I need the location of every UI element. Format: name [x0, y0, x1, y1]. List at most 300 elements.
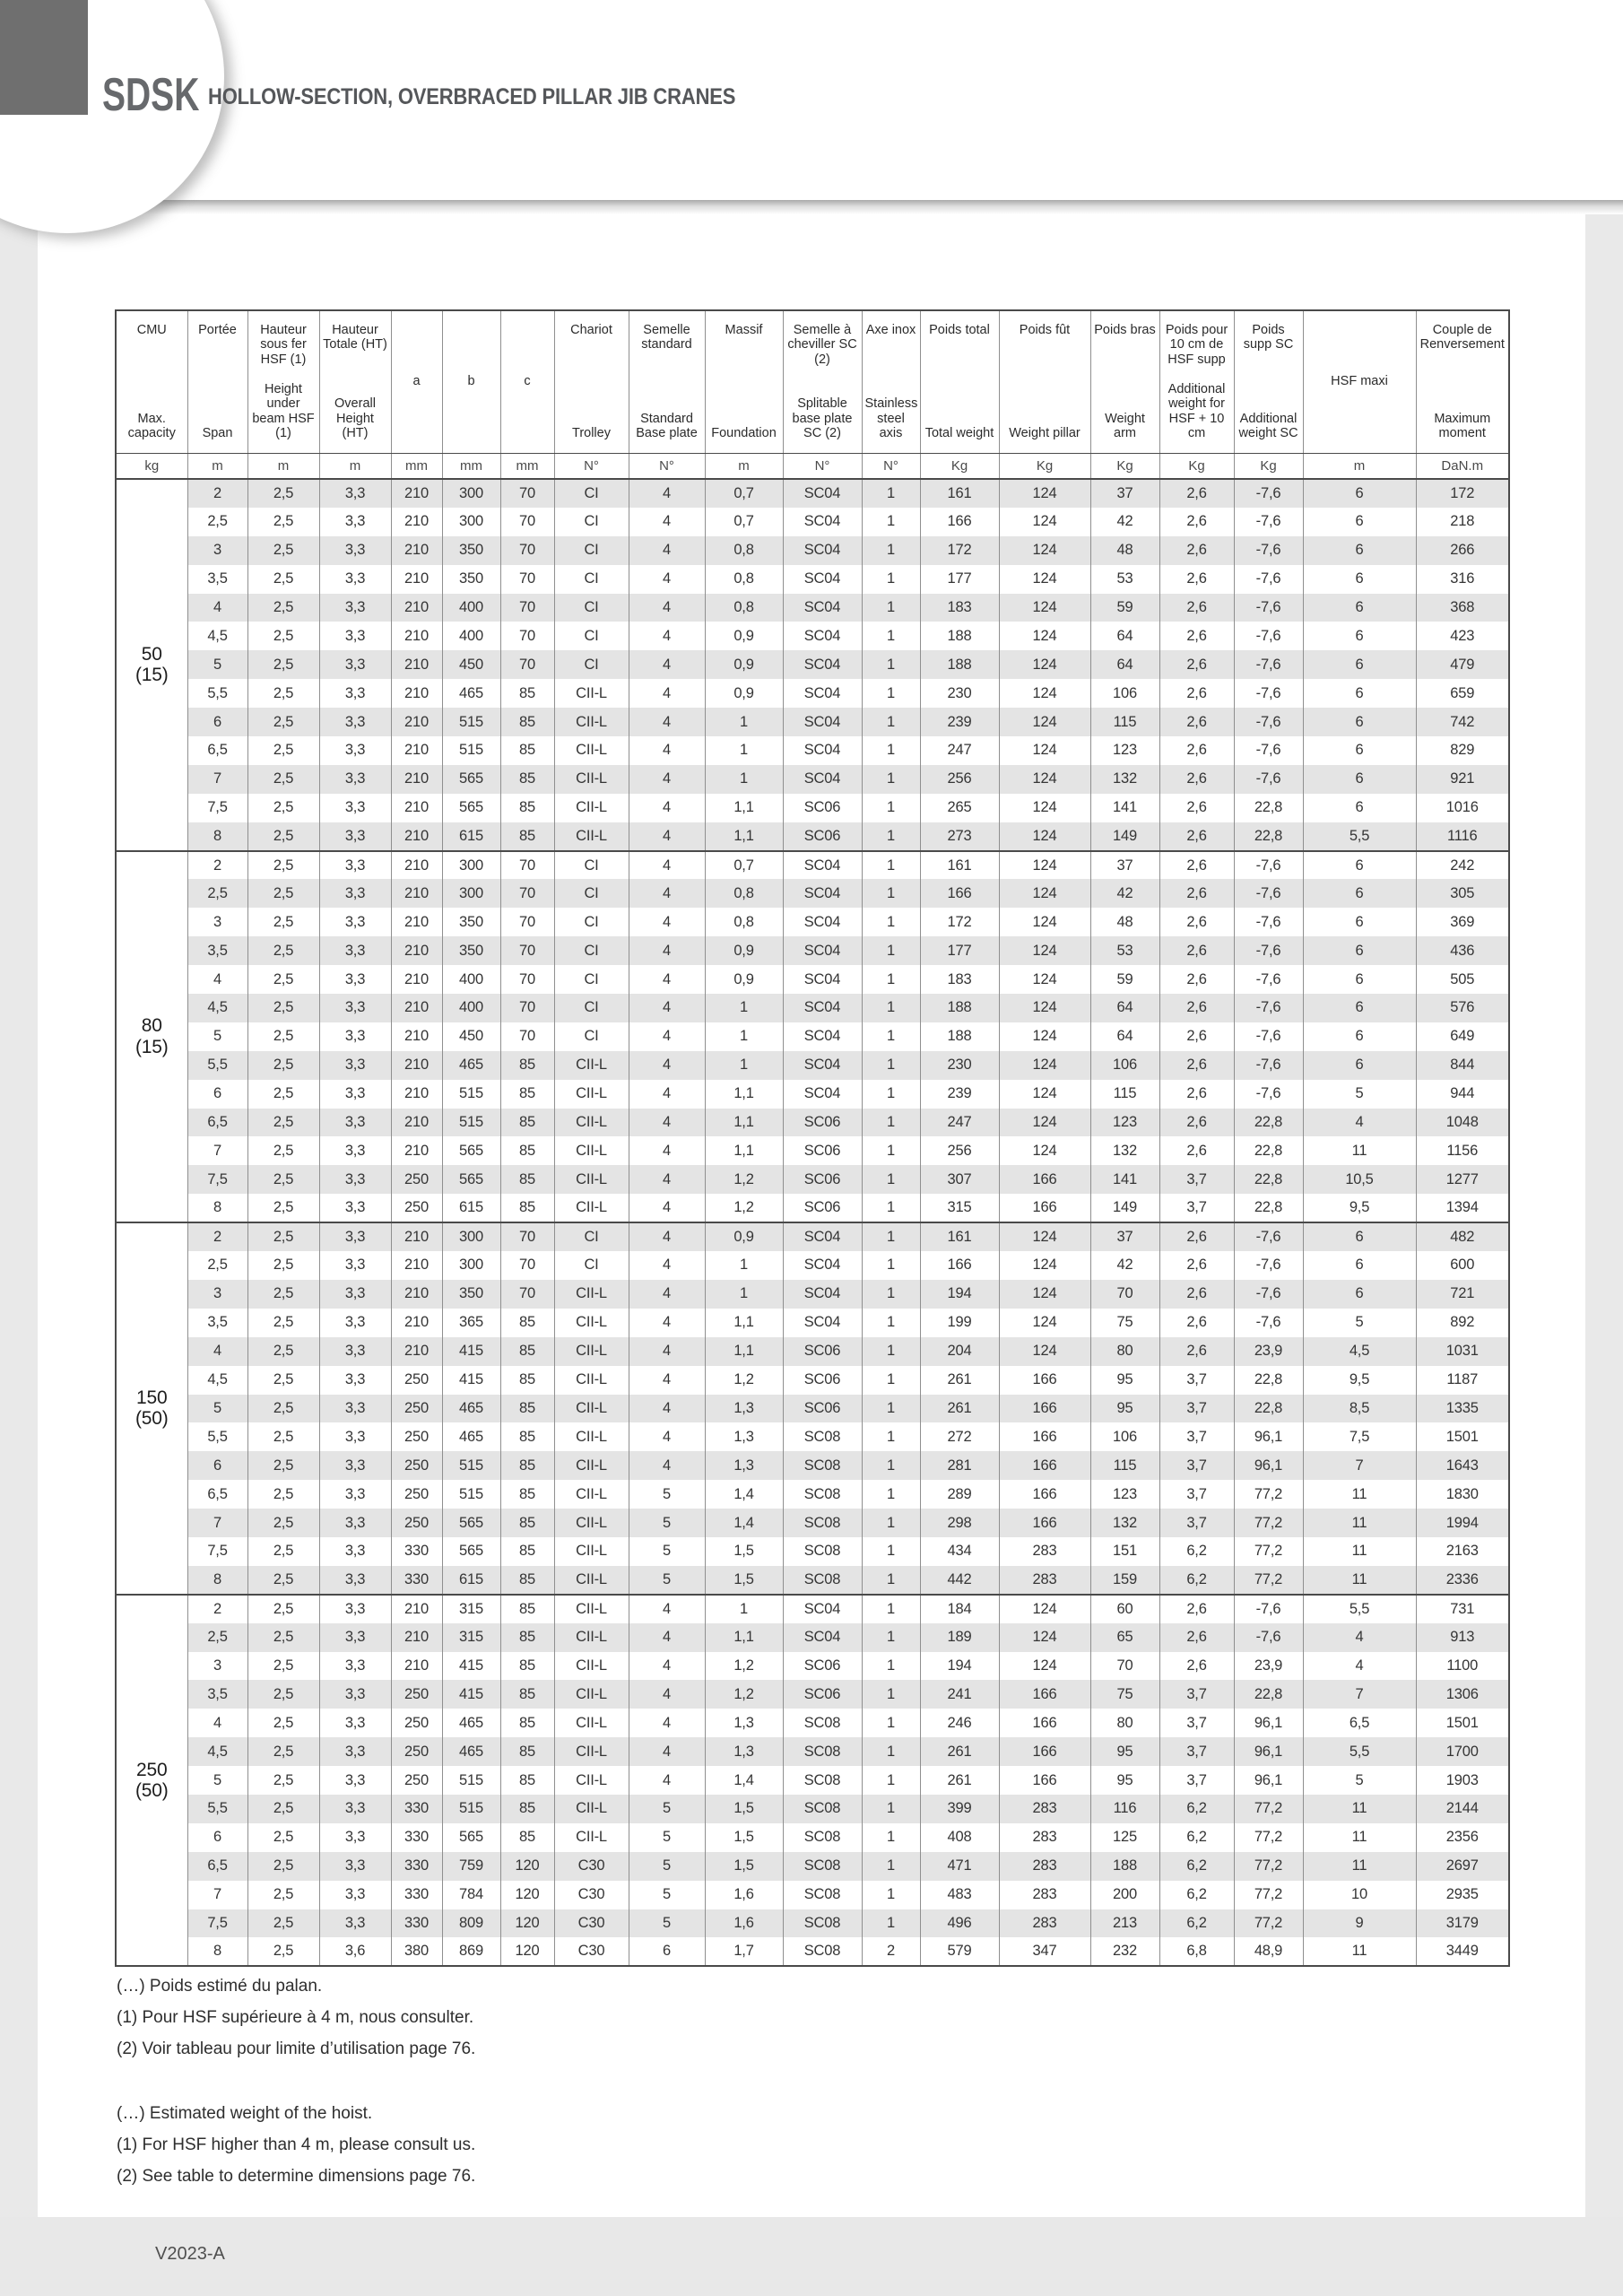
- data-cell: CI: [554, 1222, 629, 1251]
- data-cell: 1643: [1416, 1451, 1509, 1480]
- footnote-line: (1) Pour HSF supérieure à 4 m, nous consulter.: [117, 2008, 474, 2027]
- data-cell: 4: [629, 1051, 705, 1080]
- data-cell: -7,6: [1234, 650, 1303, 679]
- data-cell: 2,5: [247, 1823, 319, 1852]
- data-cell: 210: [391, 622, 442, 650]
- footer-band: [0, 2217, 1623, 2296]
- data-cell: 132: [1090, 765, 1159, 794]
- data-cell: 166: [999, 1366, 1090, 1395]
- data-cell: 3,3: [319, 1595, 391, 1623]
- data-cell: 5: [187, 1766, 247, 1795]
- data-cell: CII-L: [554, 1194, 629, 1222]
- data-cell: 64: [1090, 650, 1159, 679]
- data-cell: 5: [187, 1395, 247, 1423]
- data-cell: 4: [629, 1766, 705, 1795]
- data-cell: 2,5: [247, 1395, 319, 1423]
- data-cell: 4: [629, 1194, 705, 1222]
- data-cell: 844: [1416, 1051, 1509, 1080]
- data-cell: 1,5: [705, 1566, 783, 1595]
- data-cell: 2,5: [247, 765, 319, 794]
- data-cell: 4: [629, 879, 705, 908]
- data-cell: 4: [629, 1451, 705, 1480]
- table-row: [116, 1537, 1509, 1566]
- data-cell: 6,2: [1159, 1537, 1234, 1566]
- data-cell: 3,3: [319, 794, 391, 822]
- data-cell: SC08: [783, 1709, 862, 1737]
- data-cell: 3,3: [319, 1366, 391, 1395]
- data-cell: CII-L: [554, 1537, 629, 1566]
- data-cell: 471: [920, 1852, 999, 1881]
- table-row: [116, 1395, 1509, 1423]
- data-cell: 5,5: [1303, 822, 1416, 851]
- data-cell: 11: [1303, 1537, 1416, 1566]
- data-cell: 124: [999, 1595, 1090, 1623]
- data-cell: 70: [1090, 1280, 1159, 1309]
- data-cell: 1,1: [705, 1337, 783, 1366]
- table-row: [116, 536, 1509, 565]
- data-cell: 242: [1416, 851, 1509, 880]
- data-cell: CI: [554, 879, 629, 908]
- data-cell: 442: [920, 1566, 999, 1595]
- data-cell: 188: [920, 994, 999, 1022]
- data-cell: 70: [500, 965, 554, 994]
- data-cell: 2,5: [247, 1366, 319, 1395]
- data-cell: SC08: [783, 1737, 862, 1766]
- data-cell: 210: [391, 1337, 442, 1366]
- data-cell: 37: [1090, 479, 1159, 508]
- data-cell: 75: [1090, 1309, 1159, 1337]
- data-cell: 4: [629, 536, 705, 565]
- data-cell: 6,5: [187, 1480, 247, 1509]
- data-cell: 70: [500, 1280, 554, 1309]
- data-cell: 1: [705, 1280, 783, 1309]
- data-cell: 85: [500, 1136, 554, 1165]
- data-cell: 5: [1303, 1766, 1416, 1795]
- data-cell: 307: [920, 1165, 999, 1194]
- data-cell: 1,3: [705, 1451, 783, 1480]
- data-cell: 5: [629, 1509, 705, 1537]
- data-cell: 210: [391, 1309, 442, 1337]
- data-cell: 250: [391, 1366, 442, 1395]
- data-cell: 3,7: [1159, 1737, 1234, 1766]
- data-cell: 7: [1303, 1680, 1416, 1709]
- data-cell: 210: [391, 908, 442, 936]
- data-cell: 5,5: [1303, 1595, 1416, 1623]
- data-cell: 2,5: [187, 879, 247, 908]
- data-cell: 9,5: [1303, 1194, 1416, 1222]
- data-cell: 6,2: [1159, 1795, 1234, 1823]
- data-cell: 300: [442, 508, 500, 536]
- data-cell: 2,6: [1159, 565, 1234, 594]
- data-cell: 2,5: [247, 1165, 319, 1194]
- data-cell: 2,5: [247, 1709, 319, 1737]
- data-cell: 6: [1303, 708, 1416, 736]
- unit-cell: N°: [862, 453, 920, 479]
- data-cell: 4: [629, 1222, 705, 1251]
- data-cell: 365: [442, 1309, 500, 1337]
- data-cell: SC08: [783, 1422, 862, 1451]
- data-cell: 4: [629, 508, 705, 536]
- data-cell: 166: [999, 1395, 1090, 1423]
- data-cell: 6,5: [187, 1852, 247, 1881]
- data-cell: 2935: [1416, 1881, 1509, 1909]
- data-cell: 210: [391, 679, 442, 708]
- data-cell: CII-L: [554, 1366, 629, 1395]
- data-cell: 3,3: [319, 1109, 391, 1137]
- data-cell: 2,5: [247, 622, 319, 650]
- data-cell: 2,5: [247, 1251, 319, 1280]
- data-cell: 4: [629, 650, 705, 679]
- data-cell: 5: [629, 1881, 705, 1909]
- data-cell: 2,6: [1159, 479, 1234, 508]
- data-cell: 42: [1090, 508, 1159, 536]
- data-cell: 1,6: [705, 1881, 783, 1909]
- data-cell: 80: [1090, 1709, 1159, 1737]
- footnote-line: (2) See table to determine dimensions page 76.: [117, 2167, 476, 2186]
- data-cell: 315: [442, 1595, 500, 1623]
- data-cell: 2,5: [247, 1337, 319, 1366]
- data-cell: 250: [391, 1709, 442, 1737]
- data-cell: 283: [999, 1566, 1090, 1595]
- data-cell: 116: [1090, 1795, 1159, 1823]
- data-cell: 6: [1303, 594, 1416, 622]
- data-cell: 465: [442, 1051, 500, 1080]
- data-cell: 1: [862, 1595, 920, 1623]
- data-cell: 565: [442, 1509, 500, 1537]
- data-cell: 742: [1416, 708, 1509, 736]
- data-cell: 2,5: [247, 1595, 319, 1623]
- data-cell: 2,5: [247, 1109, 319, 1137]
- data-cell: 6,2: [1159, 1823, 1234, 1852]
- data-cell: 330: [391, 1823, 442, 1852]
- data-cell: 1: [862, 679, 920, 708]
- data-cell: 4: [629, 622, 705, 650]
- data-cell: 85: [500, 1051, 554, 1080]
- data-cell: 2,6: [1159, 1051, 1234, 1080]
- data-cell: 4: [629, 1080, 705, 1109]
- data-cell: 1700: [1416, 1737, 1509, 1766]
- data-cell: 210: [391, 879, 442, 908]
- data-cell: 210: [391, 1251, 442, 1280]
- data-cell: 1: [862, 794, 920, 822]
- data-cell: 65: [1090, 1623, 1159, 1652]
- data-cell: 124: [999, 1051, 1090, 1080]
- data-cell: 2,5: [247, 1022, 319, 1051]
- data-cell: 3: [187, 1280, 247, 1309]
- data-cell: 305: [1416, 879, 1509, 908]
- data-cell: 53: [1090, 565, 1159, 594]
- data-cell: 400: [442, 622, 500, 650]
- data-cell: SC06: [783, 794, 862, 822]
- data-cell: 8,5: [1303, 1395, 1416, 1423]
- data-cell: 1501: [1416, 1422, 1509, 1451]
- data-cell: 1: [705, 708, 783, 736]
- column-header: Chariot Trolley: [554, 310, 629, 453]
- table-row: [116, 679, 1509, 708]
- data-cell: 194: [920, 1652, 999, 1681]
- data-cell: 5: [629, 1537, 705, 1566]
- data-cell: 7: [187, 1509, 247, 1537]
- data-cell: 649: [1416, 1022, 1509, 1051]
- data-cell: C30: [554, 1852, 629, 1881]
- data-cell: 4: [629, 1251, 705, 1280]
- data-cell: 1306: [1416, 1680, 1509, 1709]
- data-cell: 2,5: [247, 1309, 319, 1337]
- data-cell: 4: [629, 1652, 705, 1681]
- table-row: [116, 479, 1509, 508]
- data-cell: 1,1: [705, 1080, 783, 1109]
- data-cell: 48: [1090, 908, 1159, 936]
- data-cell: 85: [500, 736, 554, 765]
- data-cell: 1: [862, 1480, 920, 1509]
- data-cell: 1: [862, 1080, 920, 1109]
- data-cell: CI: [554, 1251, 629, 1280]
- data-cell: 2,6: [1159, 508, 1234, 536]
- data-cell: 70: [500, 851, 554, 880]
- data-cell: 85: [500, 1595, 554, 1623]
- data-cell: 1: [862, 565, 920, 594]
- data-cell: 166: [999, 1165, 1090, 1194]
- data-cell: 85: [500, 1309, 554, 1337]
- data-cell: 3,3: [319, 936, 391, 965]
- data-cell: 3,3: [319, 1136, 391, 1165]
- data-cell: SC04: [783, 879, 862, 908]
- data-cell: 4: [1303, 1623, 1416, 1652]
- data-cell: SC04: [783, 1080, 862, 1109]
- data-cell: 3,3: [319, 736, 391, 765]
- table-row: [116, 1509, 1509, 1537]
- data-cell: 3,3: [319, 650, 391, 679]
- data-cell: 6: [187, 708, 247, 736]
- data-cell: 289: [920, 1480, 999, 1509]
- data-cell: 177: [920, 936, 999, 965]
- data-cell: 2,6: [1159, 1652, 1234, 1681]
- data-cell: 210: [391, 736, 442, 765]
- data-cell: 615: [442, 822, 500, 851]
- data-cell: 2,5: [247, 479, 319, 508]
- data-cell: 124: [999, 1109, 1090, 1137]
- data-cell: SC08: [783, 1509, 862, 1537]
- data-cell: 1: [862, 1109, 920, 1137]
- data-cell: C30: [554, 1937, 629, 1966]
- data-cell: 4: [629, 965, 705, 994]
- data-cell: SC04: [783, 736, 862, 765]
- footnotes-french: [117, 1977, 475, 2071]
- data-cell: 330: [391, 1795, 442, 1823]
- data-cell: 1116: [1416, 822, 1509, 851]
- data-cell: 1335: [1416, 1395, 1509, 1423]
- data-cell: 4: [629, 936, 705, 965]
- data-cell: 124: [999, 1022, 1090, 1051]
- data-cell: 350: [442, 1280, 500, 1309]
- data-cell: 3,3: [319, 994, 391, 1022]
- data-cell: CII-L: [554, 1280, 629, 1309]
- data-cell: 408: [920, 1823, 999, 1852]
- data-cell: 281: [920, 1451, 999, 1480]
- table-row: [116, 1194, 1509, 1222]
- data-cell: 124: [999, 565, 1090, 594]
- unit-cell: Kg: [1159, 453, 1234, 479]
- data-cell: 2,5: [247, 1537, 319, 1566]
- data-cell: 1: [862, 1709, 920, 1737]
- data-cell: 4: [629, 565, 705, 594]
- data-cell: 3,3: [319, 1709, 391, 1737]
- data-cell: SC06: [783, 1337, 862, 1366]
- data-cell: 53: [1090, 936, 1159, 965]
- data-cell: 124: [999, 936, 1090, 965]
- data-cell: CI: [554, 565, 629, 594]
- data-cell: 2,6: [1159, 908, 1234, 936]
- data-cell: 166: [920, 1251, 999, 1280]
- data-cell: 2,5: [187, 1251, 247, 1280]
- data-cell: CII-L: [554, 736, 629, 765]
- table-row: [116, 1909, 1509, 1938]
- data-cell: 4: [629, 1022, 705, 1051]
- data-cell: SC04: [783, 536, 862, 565]
- data-cell: 300: [442, 1251, 500, 1280]
- data-cell: 1: [862, 479, 920, 508]
- data-cell: 1: [705, 765, 783, 794]
- unit-cell: Kg: [1234, 453, 1303, 479]
- data-cell: 70: [500, 508, 554, 536]
- data-cell: 230: [920, 1051, 999, 1080]
- data-cell: 132: [1090, 1509, 1159, 1537]
- data-cell: 1: [862, 1795, 920, 1823]
- data-cell: 261: [920, 1366, 999, 1395]
- data-cell: 10: [1303, 1881, 1416, 1909]
- data-cell: 124: [999, 1309, 1090, 1337]
- data-cell: 2,6: [1159, 1623, 1234, 1652]
- data-cell: 1: [862, 1194, 920, 1222]
- data-cell: -7,6: [1234, 622, 1303, 650]
- data-cell: 3,3: [319, 908, 391, 936]
- data-cell: 6: [1303, 679, 1416, 708]
- data-cell: 85: [500, 1766, 554, 1795]
- data-cell: 1: [862, 1566, 920, 1595]
- data-cell: SC04: [783, 1051, 862, 1080]
- unit-cell: N°: [554, 453, 629, 479]
- data-cell: 3,3: [319, 1194, 391, 1222]
- data-cell: 2,5: [247, 822, 319, 851]
- data-cell: 3,7: [1159, 1194, 1234, 1222]
- data-cell: 3,3: [319, 1165, 391, 1194]
- table-row: [116, 1737, 1509, 1766]
- data-cell: 261: [920, 1766, 999, 1795]
- data-cell: 3,7: [1159, 1395, 1234, 1423]
- unit-cell: Kg: [920, 453, 999, 479]
- data-cell: 166: [920, 508, 999, 536]
- data-cell: 913: [1416, 1623, 1509, 1652]
- data-cell: 1,1: [705, 1309, 783, 1337]
- data-cell: 1: [862, 1509, 920, 1537]
- data-cell: 124: [999, 679, 1090, 708]
- data-cell: 218: [1416, 508, 1509, 536]
- data-cell: 77,2: [1234, 1566, 1303, 1595]
- data-cell: 1187: [1416, 1366, 1509, 1395]
- data-cell: 85: [500, 1337, 554, 1366]
- data-cell: 1: [862, 622, 920, 650]
- data-cell: 184: [920, 1595, 999, 1623]
- data-cell: 300: [442, 879, 500, 908]
- data-cell: 1,5: [705, 1795, 783, 1823]
- data-cell: 124: [999, 708, 1090, 736]
- data-cell: 1: [862, 508, 920, 536]
- data-cell: 85: [500, 1709, 554, 1737]
- data-cell: 3: [187, 1652, 247, 1681]
- data-cell: 0,9: [705, 936, 783, 965]
- data-cell: 210: [391, 594, 442, 622]
- data-cell: 5,5: [187, 679, 247, 708]
- data-cell: 4: [629, 1280, 705, 1309]
- data-cell: -7,6: [1234, 936, 1303, 965]
- data-cell: 515: [442, 1480, 500, 1509]
- data-cell: 350: [442, 936, 500, 965]
- table-row: [116, 1595, 1509, 1623]
- data-cell: 6: [1303, 794, 1416, 822]
- data-cell: 2,5: [247, 994, 319, 1022]
- data-cell: SC04: [783, 936, 862, 965]
- table-row: [116, 1937, 1509, 1966]
- data-cell: -7,6: [1234, 765, 1303, 794]
- data-cell: 1394: [1416, 1194, 1509, 1222]
- data-cell: SC08: [783, 1451, 862, 1480]
- data-cell: 4: [629, 1395, 705, 1423]
- data-cell: 3,7: [1159, 1480, 1234, 1509]
- data-cell: 1,5: [705, 1823, 783, 1852]
- data-cell: 124: [999, 851, 1090, 880]
- data-cell: 1: [862, 1909, 920, 1938]
- data-cell: 1: [862, 1422, 920, 1451]
- data-cell: 1,1: [705, 794, 783, 822]
- data-cell: 70: [500, 565, 554, 594]
- table-row: [116, 1680, 1509, 1709]
- data-cell: SC08: [783, 1566, 862, 1595]
- table-row: [116, 936, 1509, 965]
- data-cell: 3,3: [319, 1309, 391, 1337]
- column-header: Poids pour 10 cm de HSF supp Additional weight for HSF + 10 cm: [1159, 310, 1234, 453]
- unit-cell: N°: [629, 453, 705, 479]
- data-cell: 505: [1416, 965, 1509, 994]
- data-cell: 731: [1416, 1595, 1509, 1623]
- data-cell: 7: [187, 1881, 247, 1909]
- data-cell: 1,2: [705, 1194, 783, 1222]
- table-row: [116, 508, 1509, 536]
- data-cell: 22,8: [1234, 1109, 1303, 1137]
- data-cell: 1: [862, 594, 920, 622]
- data-cell: 22,8: [1234, 1194, 1303, 1222]
- data-cell: 3,7: [1159, 1709, 1234, 1737]
- data-cell: SC04: [783, 622, 862, 650]
- data-cell: 77,2: [1234, 1480, 1303, 1509]
- data-cell: 2: [187, 479, 247, 508]
- data-cell: 59: [1090, 594, 1159, 622]
- data-cell: 42: [1090, 1251, 1159, 1280]
- data-cell: SC04: [783, 679, 862, 708]
- product-code: SDSK: [102, 69, 200, 121]
- data-cell: 3,3: [319, 1280, 391, 1309]
- data-cell: 3,3: [319, 765, 391, 794]
- data-cell: 2,5: [247, 794, 319, 822]
- data-cell: 37: [1090, 1222, 1159, 1251]
- data-cell: 1903: [1416, 1766, 1509, 1795]
- data-cell: 1048: [1416, 1109, 1509, 1137]
- data-cell: 210: [391, 1051, 442, 1080]
- data-cell: 8: [187, 1194, 247, 1222]
- data-cell: 77,2: [1234, 1537, 1303, 1566]
- data-cell: 3,3: [319, 1080, 391, 1109]
- data-cell: 95: [1090, 1395, 1159, 1423]
- data-cell: CII-L: [554, 1680, 629, 1709]
